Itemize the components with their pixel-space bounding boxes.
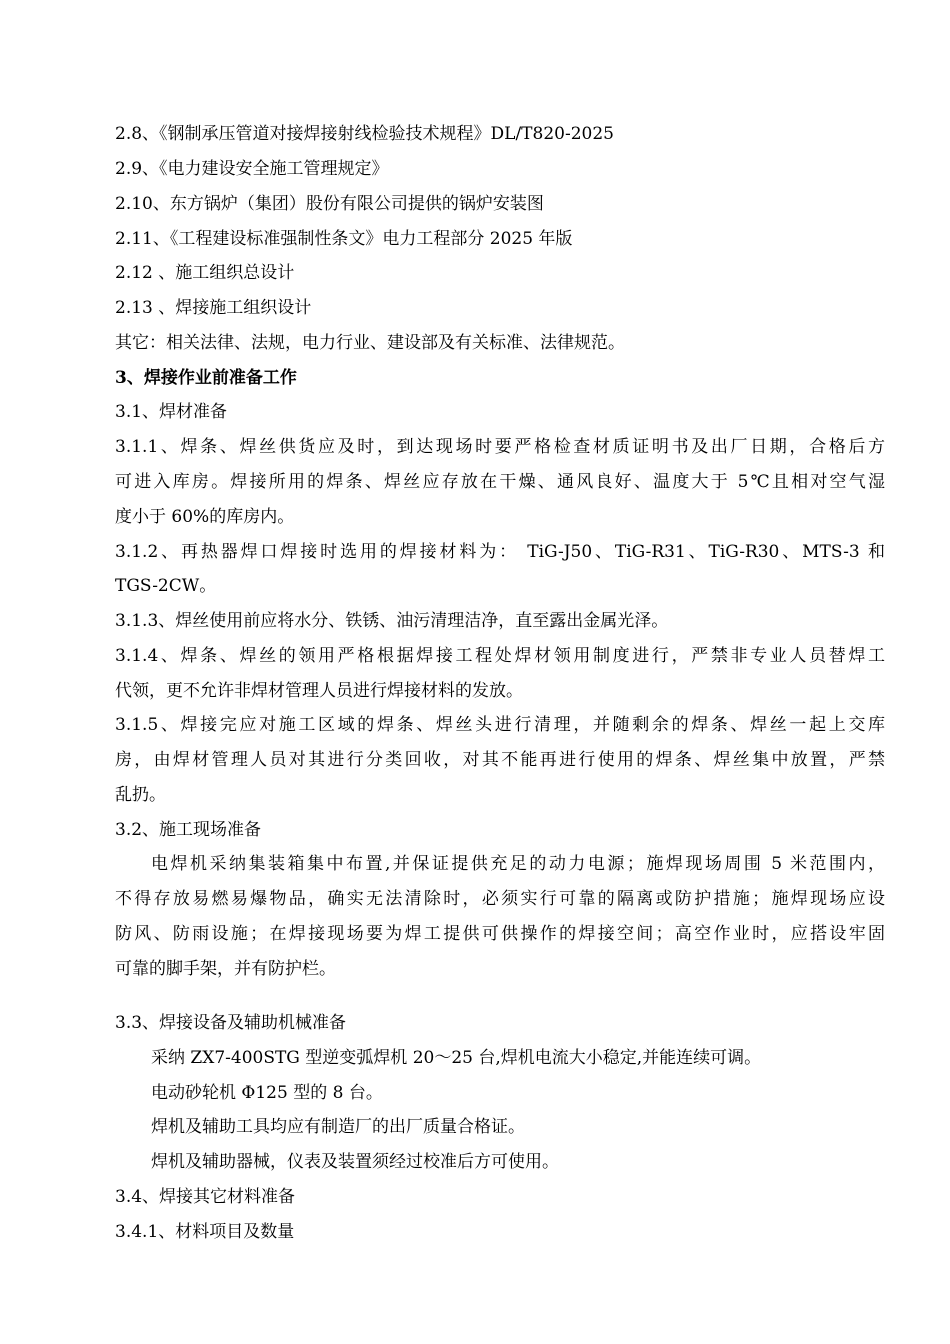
ref-2-10: 2.10、东方锅炉（集团）股份有限公司提供的锅炉安装图 xyxy=(115,194,544,214)
para-3-1-5-line-2: 房，由焊材管理人员对其进行分类回收，对其不能再进行使用的焊条、焊丝集中放置，严禁 xyxy=(115,750,885,770)
ref-other: 其它：相关法律、法规，电力行业、建设部及有关标准、法律规范。 xyxy=(115,333,625,353)
section-3-1-heading: 3.1、焊材准备 xyxy=(115,402,228,422)
para-3-1-4-line-1: 3.1.4、焊条、焊丝的领用严格根据焊接工程处焊材领用制度进行，严禁非专业人员替焊工 xyxy=(115,646,885,666)
ref-2-13: 2.13 、焊接施工组织设计 xyxy=(115,298,312,318)
para-3-1-1-line-1: 3.1.1、焊条、焊丝供货应及时，到达现场时要严格检查材质证明书及出厂日期，合格后方 xyxy=(115,437,885,457)
para-3-1-3: 3.1.3、焊丝使用前应将水分、铁锈、油污清理洁净，直至露出金属光泽。 xyxy=(115,611,669,631)
para-3-2-line-1: 电焊机采纳集装箱集中布置,并保证提供充足的动力电源；施焊现场周围 5 米范围内， xyxy=(151,854,885,874)
para-3-1-5-line-1: 3.1.5、焊接完应对施工区域的焊条、焊丝头进行清理，并随剩余的焊条、焊丝一起上交库 xyxy=(115,715,885,735)
section-3-heading: 3、焊接作业前准备工作 xyxy=(115,368,297,388)
equipment-welder: 采纳 ZX7-400STG 型逆变弧焊机 20～25 台,焊机电流大小稳定,并能连续可调。 xyxy=(151,1048,762,1068)
ref-2-11: 2.11、《工程建设标准强制性条文》电力工程部分 2025 年版 xyxy=(115,229,573,249)
section-3-4-1-heading: 3.4.1、材料项目及数量 xyxy=(115,1222,295,1242)
equipment-certificate: 焊机及辅助工具均应有制造厂的出厂质量合格证。 xyxy=(151,1117,525,1137)
para-3-1-2-line-1: 3.1.2、再热器焊口焊接时选用的焊接材料为： TiG-J50、TiG-R31、TiG-R30、MTS-3 和 xyxy=(115,542,885,562)
equipment-calibration: 焊机及辅助器械，仪表及装置须经过校准后方可使用。 xyxy=(151,1152,559,1172)
para-3-1-5-line-3: 乱扔。 xyxy=(115,785,166,805)
equipment-grinder: 电动砂轮机 Φ125 型的 8 台。 xyxy=(151,1083,383,1103)
section-3-4-heading: 3.4、焊接其它材料准备 xyxy=(115,1187,296,1207)
para-3-1-1-line-2: 可进入库房。焊接所用的焊条、焊丝应存放在干燥、通风良好、温度大于 5℃且相对空气湿 xyxy=(115,472,885,492)
para-3-2-line-2: 不得存放易燃易爆物品，确实无法清除时，必须实行可靠的隔离或防护措施；施焊现场应设 xyxy=(115,889,885,909)
section-3-2-heading: 3.2、施工现场准备 xyxy=(115,820,262,840)
para-3-2-line-4: 可靠的脚手架，并有防护栏。 xyxy=(115,959,336,979)
ref-2-12: 2.12 、施工组织总设计 xyxy=(115,263,295,283)
ref-2-9: 2.9、《电力建设安全施工管理规定》 xyxy=(115,159,389,179)
para-3-2-line-3: 防风、防雨设施；在焊接现场要为焊工提供可供操作的焊接空间；高空作业时，应搭设牢固 xyxy=(115,924,885,944)
ref-2-8: 2.8、《钢制承压管道对接焊接射线检验技术规程》DL/T820-2025 xyxy=(115,124,614,144)
para-3-1-1-line-3: 度小于 60%的库房内。 xyxy=(115,507,295,527)
section-3-3-heading: 3.3、焊接设备及辅助机械准备 xyxy=(115,1013,347,1033)
para-3-1-4-line-2: 代领，更不允许非焊材管理人员进行焊接材料的发放。 xyxy=(115,681,523,701)
para-3-1-2-line-2: TGS-2CW。 xyxy=(115,576,217,596)
